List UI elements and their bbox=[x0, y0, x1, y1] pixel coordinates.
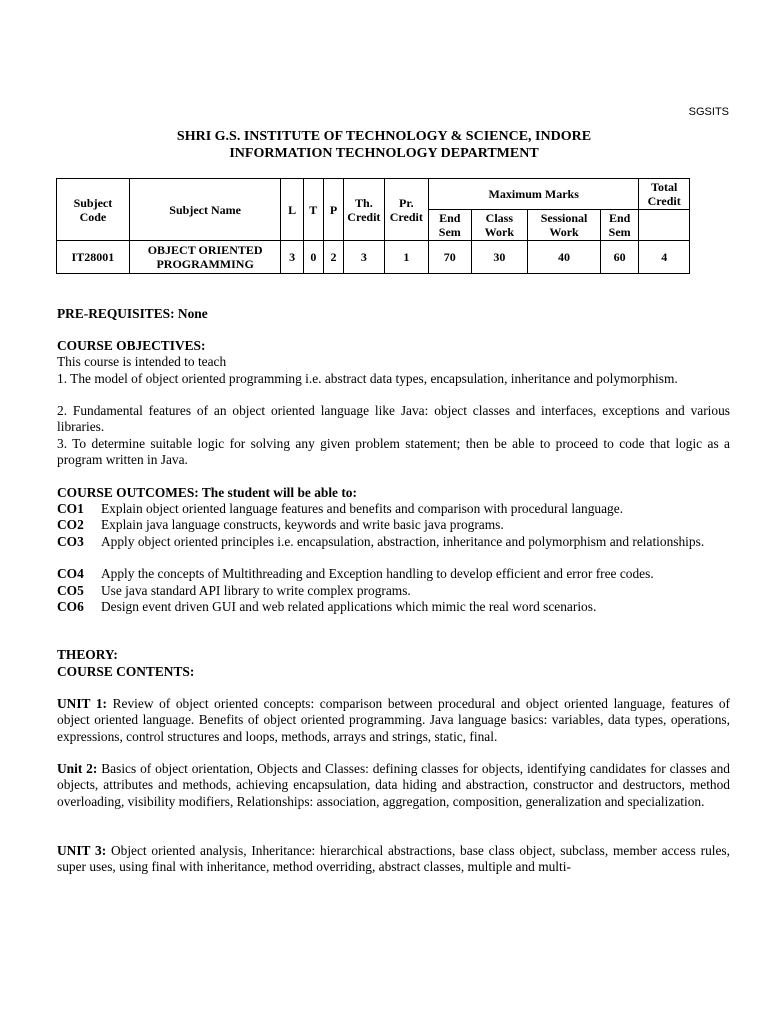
outcome-code: CO4 bbox=[57, 566, 84, 581]
outcome-text: Apply object oriented principles i.e. encapsulation, abstraction, inheritance and polymorphism and relationships. bbox=[101, 534, 705, 549]
prerequisites: PRE-REQUISITES: None bbox=[57, 306, 208, 321]
outcomes-heading: COURSE OUTCOMES: The student will be able to: bbox=[57, 485, 357, 500]
cell-name: OBJECT ORIENTED PROGRAMMING bbox=[129, 241, 281, 274]
outcome-text: Apply the concepts of Multithreading and Exception handling to develop efficient and error free codes. bbox=[101, 566, 654, 581]
header-subject-code: Subject Code bbox=[57, 179, 130, 241]
header-th-credit: Th. Credit bbox=[344, 179, 384, 241]
header-sessional-work: Sessional Work bbox=[528, 210, 601, 241]
unit-label: UNIT 1: bbox=[57, 696, 107, 711]
outcome-text: Design event driven GUI and web related applications which mimic the real word scenarios. bbox=[101, 599, 597, 614]
cell-t: 0 bbox=[303, 241, 323, 274]
unit-3 bbox=[57, 843, 730, 876]
unit-2 bbox=[57, 761, 730, 810]
objective-item-1: 1. The model of object oriented programming i.e. abstract data types, encapsulation, inheritance and polymorphism. bbox=[57, 371, 678, 386]
unit-label: Unit 2: bbox=[57, 761, 98, 776]
outcome-text: Use java standard API library to write complex programs. bbox=[101, 583, 411, 598]
cell-th-credit: 3 bbox=[344, 241, 384, 274]
cell-code: IT28001 bbox=[57, 241, 130, 274]
outcome-text: Explain object oriented language features and benefits and comparison with procedural language. bbox=[101, 501, 624, 516]
header-tag: SGSITS bbox=[688, 106, 729, 118]
cell-class-work: 30 bbox=[471, 241, 528, 274]
outcome-code: CO2 bbox=[57, 517, 84, 532]
header-t: T bbox=[303, 179, 323, 241]
cell-end-sem: 70 bbox=[429, 241, 471, 274]
header-total-credit: Total Credit bbox=[639, 179, 690, 210]
department-title: INFORMATION TECHNOLOGY DEPARTMENT bbox=[229, 146, 539, 161]
header-maximum-marks: Maximum Marks bbox=[429, 179, 639, 210]
header-empty bbox=[639, 210, 690, 241]
theory-heading: THEORY: bbox=[57, 647, 118, 662]
header-l: L bbox=[281, 179, 303, 241]
header-class-work: Class Work bbox=[471, 210, 528, 241]
objective-item-3: 3. To determine suitable logic for solving any given problem statement; then be able to proceed to code that logic as a program written in Java. bbox=[57, 436, 730, 468]
marks-table bbox=[56, 178, 690, 274]
institute-title: SHRI G.S. INSTITUTE OF TECHNOLOGY & SCIENCE, INDORE bbox=[176, 129, 592, 144]
cell-pr-credit: 1 bbox=[384, 241, 428, 274]
outcome-code: CO1 bbox=[57, 501, 84, 516]
unit-text: Review of object oriented concepts: comparison between procedural and object oriented language, features of object oriented language. Benefits of object oriented programming. Java language basics: variables, data types, operations, expressions, control structures and loops, methods, arrays and strings, static, final. bbox=[57, 696, 730, 744]
header-end-sem: End Sem bbox=[429, 210, 471, 241]
objectives-heading: COURSE OBJECTIVES: bbox=[57, 338, 206, 353]
cell-end-sem-practical: 60 bbox=[600, 241, 638, 274]
unit-text: Basics of object orientation, Objects and Classes: defining classes for objects, identifying candidates for classes and objects, attributes and methods, achieving encapsulation, data hiding and abstraction, constructor and destructors, method overloading, visibility modifiers, Relationships: association, aggregation, composition, generalization and specialization. bbox=[57, 761, 730, 809]
header-subject-name: Subject Name bbox=[129, 179, 281, 241]
course-contents-heading: COURSE CONTENTS: bbox=[57, 664, 195, 679]
unit-label: UNIT 3: bbox=[57, 843, 107, 858]
outcome-code: CO6 bbox=[57, 599, 84, 614]
header-end-sem-practical: End Sem bbox=[600, 210, 638, 241]
objective-item-2: 2. Fundamental features of an object oriented language like Java: object classes and interfaces, exceptions and various libraries. bbox=[57, 403, 730, 435]
cell-p: 2 bbox=[323, 241, 343, 274]
objectives-intro: This course is intended to teach bbox=[57, 354, 227, 369]
cell-l: 3 bbox=[281, 241, 303, 274]
cell-total-credit: 4 bbox=[639, 241, 690, 274]
cell-sessional-work: 40 bbox=[528, 241, 601, 274]
unit-text: Object oriented analysis, Inheritance: hierarchical abstractions, base class object, subclass, member access rules, super uses, using final with inheritance, method overriding, abstract classes, multiple and multi- bbox=[57, 843, 730, 875]
header-p: P bbox=[323, 179, 343, 241]
outcome-code: CO5 bbox=[57, 583, 84, 598]
unit-1 bbox=[57, 696, 730, 745]
outcome-code: CO3 bbox=[57, 534, 84, 549]
outcome-text: Explain java language constructs, keywords and write basic java programs. bbox=[101, 517, 504, 532]
header-pr-credit: Pr. Credit bbox=[384, 179, 428, 241]
